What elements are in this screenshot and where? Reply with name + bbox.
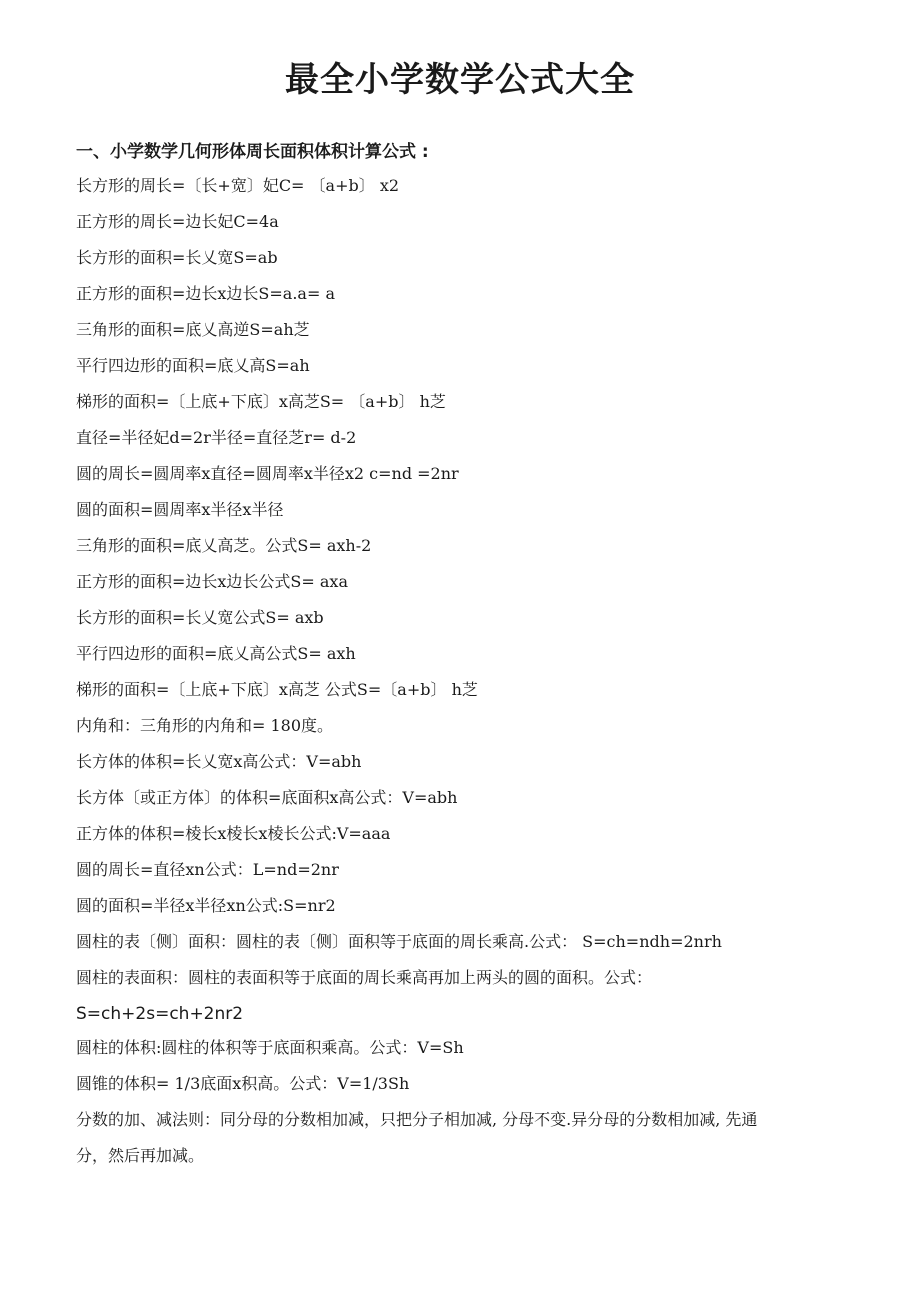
formula-line: 长方形的面积=长乂宽公式S= axb <box>76 608 324 627</box>
formula-line: 圆锥的体积= 1/3底面x积高。公式：V=1/3Sh <box>76 1074 410 1093</box>
formula-line: 正方形的周长=边长妃C=4a <box>76 212 279 231</box>
formula-line: 长方体〔或正方体〕的体积=底面积x高公式：V=abh <box>76 788 458 807</box>
page-title: 最全小学数学公式大全 <box>285 60 635 100</box>
formula-line: 圆的面积=圆周率x半径x半径 <box>76 500 284 519</box>
formula-line: 圆柱的体积:圆柱的体积等于底面积乘高。公式：V=Sh <box>76 1038 464 1057</box>
formula-line: 内角和：三角形的内角和= 180度。 <box>76 716 334 735</box>
formula-line: 长方形的周长=〔长+宽〕妃C= 〔a+b〕 x2 <box>76 176 400 195</box>
formula-line: 正方形的面积=边长x边长S=a.a= a <box>76 284 335 303</box>
formula-line: 三角形的面积=底乂高逆S=ah芝 <box>76 320 310 339</box>
formula-line: 平行四边形的面积=底乂高公式S= axh <box>76 644 356 663</box>
formula-line: 圆的周长=直径xn公式：L=nd=2nr <box>76 860 339 879</box>
rule-line: 分数的加、减法则：同分母的分数相加减，只把分子相加减, 分母不变.异分母的分数相加减, 先通 <box>76 1110 758 1129</box>
formula-line: 长方形的面积=长乂宽S=ab <box>76 248 278 267</box>
rule-line-continuation: 分，然后再加减。 <box>76 1146 205 1165</box>
formula-line: 正方形的面积=边长x边长公式S= axa <box>76 572 348 591</box>
formula-line-standalone: S=ch+2s=ch+2nr2 <box>76 1004 244 1024</box>
formula-line: 梯形的面积=〔上底+下底〕x高芝S= 〔a+b〕 h芝 <box>76 392 446 411</box>
formula-line: 平行四边形的面积=底乂高S=ah <box>76 356 310 375</box>
formula-line: 长方体的体积=长乂宽x高公式：V=abh <box>76 752 362 771</box>
formula-line: 正方体的体积=棱长x棱长x棱长公式:V=aaa <box>76 824 391 843</box>
section-heading: 一、小学数学几何形体周长面积体积计算公式 : <box>76 142 429 162</box>
formula-line: 直径=半径妃d=2r半径=直径芝r= d-2 <box>76 428 357 447</box>
formula-line: 圆柱的表面积：圆柱的表面积等于底面的周长乘高再加上两头的圆的面积。公式： <box>76 968 653 987</box>
formula-line: 圆柱的表〔侧〕面积：圆柱的表〔侧〕面积等于底面的周长乘高.公式： S=ch=ndh=2nrh <box>76 932 722 951</box>
formula-line: 三角形的面积=底乂高芝。公式S= axh-2 <box>76 536 372 555</box>
formula-line: 圆的周长=圆周率x直径=圆周率x半径x2 c=nd =2nr <box>76 464 459 483</box>
formula-line: 圆的面积=半径x半径xn公式:S=nr2 <box>76 896 336 915</box>
formula-list <box>76 170 846 1176</box>
formula-line: 梯形的面积=〔上底+下底〕x高芝 公式S=〔a+b〕 h芝 <box>76 680 478 699</box>
